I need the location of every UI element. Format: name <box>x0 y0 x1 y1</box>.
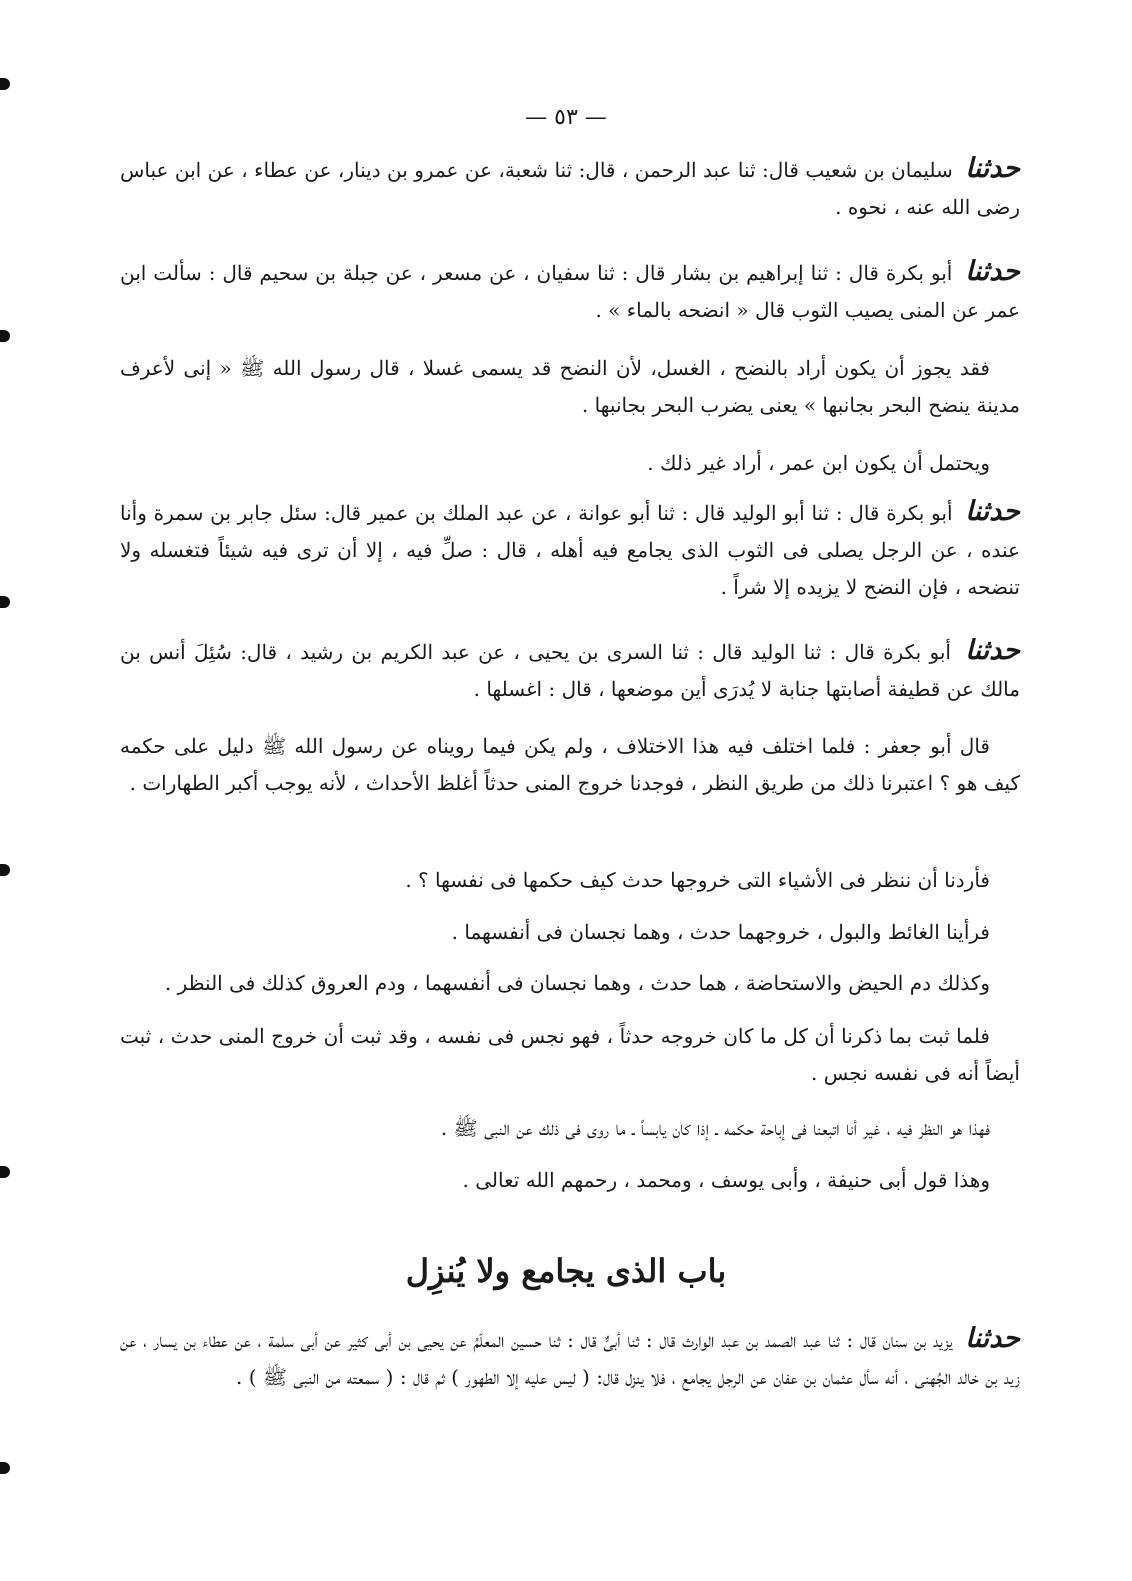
page-number: — ٥٣ — <box>525 105 607 130</box>
hadith-paragraph-3 <box>120 493 1020 606</box>
binding-mark <box>0 1462 10 1474</box>
paragraph-text: أبو بكرة قال : ثنا أبو الوليد قال : ثنا أبو عوانة ، عن عبد الملك بن عمير قال: سئل جابر بن سمرة وأنا عنده ، عن الرجل يصلى فى الثوب الذى يجامع فيه أهله ، قال : صلِّ فيه ، إلا أن ترى فيه شيئاً فتغسله ولا تنضحه ، فإن النضح لا يزيده إلا شراً . <box>120 501 1020 599</box>
commentary-paragraph-4 <box>120 862 1020 899</box>
paragraph-text: وكذلك دم الحيض والاستحاضة ، هما حدث ، وهما نجسان فى أنفسهما ، ودم العروق كذلك فى النظر . <box>164 971 990 995</box>
commentary-paragraph-8 <box>120 1110 1020 1147</box>
commentary-paragraph-7 <box>120 1018 1020 1092</box>
commentary-paragraph-1 <box>120 350 1020 424</box>
paragraph-text: ويحتمل أن يكون ابن عمر ، أراد غير ذلك . <box>647 451 990 475</box>
lead-word: حدثنا <box>965 256 1021 287</box>
commentary-paragraph-9 <box>120 1162 1020 1199</box>
paragraph-text: سليمان بن شعيب قال: ثنا عبد الرحمن ، قال: ثنا شعبة، عن عمرو بن دينار، عن عطاء ، عن ابن عباس رضى الله عنه ، نحوه . <box>120 158 1020 219</box>
hadith-paragraph-2 <box>120 253 1020 329</box>
lead-word: حدثنا <box>965 635 1021 666</box>
commentary-paragraph-3 <box>120 728 1020 802</box>
lead-word: حدثنا <box>965 496 1020 527</box>
lead-word: حدثنا <box>965 1323 1020 1354</box>
paragraph-text: فقد يجوز أن يكون أراد بالنضح ، الغسل، لأن النضح قد يسمى غسلا ، قال رسول الله ﷺ « إنى لأعرف مدينة ينضح البحر بجانبها » يعنى يضرب البحر بجانبها . <box>120 356 1020 417</box>
paragraph-text: يزيد بن سنان قال : ثنا عبد الصمد بن عبد الوارث قال : ثنا أبىٌّ قال : ثنا حسين المعلّمُ عن يحيى بن أبى كثير عن أبى سلمة ، عن عطاء بن يسار ، عن زيد بن خالد الجُهنى ، أنه سأل عثمان بن عفان عن الرجل يجامع ، فلا ينزل قال: ( ليس عليه إلا الطهور ) ثم قال : ( سمعته من النبى ﷺ ) . <box>120 1328 1020 1389</box>
commentary-paragraph-6 <box>120 965 1020 1002</box>
paragraph-text: أبو بكرة قال : ثنا إبراهيم بن بشار قال : ثنا سفيان ، عن مسعر ، عن جبلة بن سحيم قال : سألت ابن عمر عن المنى يصيب الثوب قال « انضحه بالماء » . <box>120 261 1020 322</box>
commentary-paragraph-2 <box>120 445 1020 482</box>
binding-mark <box>0 78 10 90</box>
paragraph-text: أبو بكرة قال : ثنا الوليد قال : ثنا السرى بن يحيى ، عن عبد الكريم بن رشيد ، قال: سُئِلَ أنس بن مالك عن قطيفة أصابتها جنابة لا يُدرَى أين موضعها ، قال : اغسلها . <box>120 640 1020 701</box>
lead-word: حدثنا <box>965 153 1020 184</box>
paragraph-text: فلما ثبت بما ذكرنا أن كل ما كان خروجه حدثاً ، فهو نجس فى نفسه ، وقد ثبت أن خروج المنى حدث ، ثبت أيضاً أنه فى نفسه نجس . <box>120 1024 1020 1085</box>
paragraph-text: فأردنا أن ننظر فى الأشياء التى خروجها حدث كيف حكمها فى نفسها ؟ . <box>405 868 990 892</box>
commentary-paragraph-5 <box>120 914 1020 951</box>
paragraph-text: وهذا قول أبى حنيفة ، وأبى يوسف ، ومحمد ، رحمهم الله تعالى . <box>462 1168 990 1192</box>
binding-mark <box>0 330 10 342</box>
binding-mark <box>0 1166 10 1178</box>
hadith-paragraph-5 <box>120 1320 1020 1396</box>
binding-mark <box>0 864 10 876</box>
paragraph-text: فرأينا الغائط والبول ، خروجهما حدث ، وهما نجسان فى أنفسهما . <box>451 920 990 944</box>
paragraph-text: قال أبو جعفر : فلما اختلف فيه هذا الاختلاف ، ولم يكن فيما رويناه عن رسول الله ﷺ دليل على حكمه كيف هو ؟ اعتبرنا ذلك من طريق النظر ، فوجدنا خروج المنى حدثاً أغلظ الأحداث ، لأنه يوجب أكبر الطهارات . <box>120 734 1020 795</box>
hadith-paragraph-4 <box>120 632 1020 708</box>
binding-mark <box>0 596 10 608</box>
chapter-heading: باب الذى يجامع ولا يُنزِل <box>405 1252 727 1290</box>
paragraph-text: فهذا هو النظر فيه ، غير أنا اتبعنا فى إباحة حكمه ـ إذا كان يابساً ـ ما روى فى ذلك عن النبى ﷺ . <box>440 1116 990 1140</box>
hadith-paragraph-1 <box>120 150 1020 226</box>
